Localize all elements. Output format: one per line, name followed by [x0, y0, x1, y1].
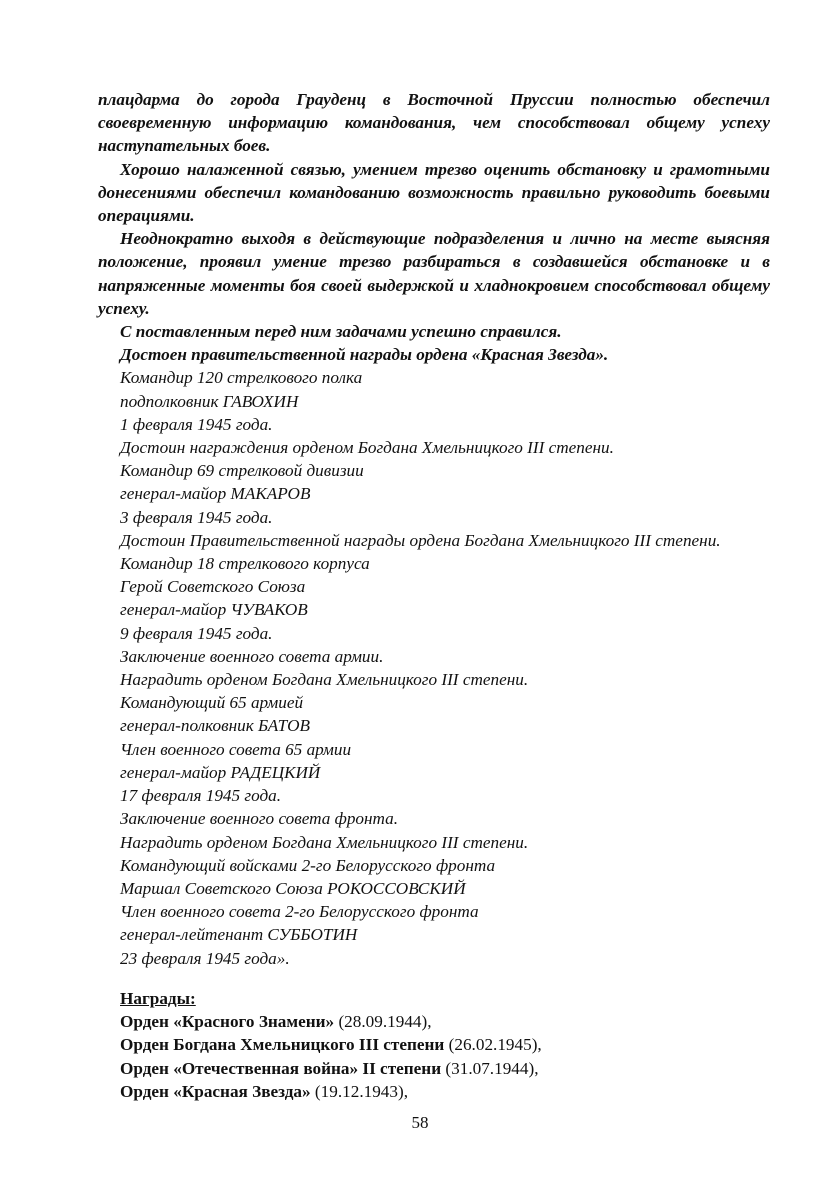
endorsement-line: Командир 120 стрелкового полка: [120, 368, 363, 388]
paragraph-field-visits: Неоднократно выходя в действующие подразделения и лично на месте выясняя положение, проявил умение трезво разбираться в создавшейся обстановке и в напряженные моменты боя своей выдержкой и хладнокровием способствовал общему успеху.: [98, 229, 770, 318]
endorsement-line: генерал-майор РАДЕЦКИЙ: [120, 762, 321, 782]
award-name: Орден Богдана Хмельницкого III степени: [120, 1035, 445, 1055]
endorsement-line: Маршал Советского Союза РОКОССОВСКИЙ: [120, 878, 466, 898]
award-date: (26.02.1945),: [444, 1035, 542, 1055]
award-item: [120, 1057, 740, 1080]
award-name: Орден «Отечественная война» II степени: [120, 1058, 442, 1078]
endorsement-line: генерал-полковник БАТОВ: [120, 716, 311, 736]
citation-text: [98, 88, 770, 366]
paragraph-continuation: плацдарма до города Грауденц в Восточной Пруссии полностью обеспечил своевременную информацию командования, чем способствовал общему успеху наступательных боев.: [98, 90, 770, 156]
endorsement-line: 17 февраля 1945 года.: [120, 786, 282, 806]
award-date: (31.07.1944),: [441, 1058, 539, 1078]
endorsement-line: 23 февраля 1945 года».: [120, 948, 290, 968]
endorsement-line: генерал-майор МАКАРОВ: [120, 484, 311, 504]
award-item: [120, 1080, 740, 1103]
endorsement-line: Член военного совета 65 армии: [120, 739, 352, 759]
endorsements-list: [98, 366, 770, 969]
endorsement-line: Командующий 65 армией: [120, 693, 304, 713]
endorsement-line: Член военного совета 2-го Белорусского фронта: [120, 902, 479, 922]
award-name: Орден «Красного Знамени»: [120, 1012, 335, 1032]
endorsement-line: Достоин награждения орденом Богдана Хмельницкого III степени.: [120, 438, 614, 458]
paragraph-communication: Хорошо налаженной связью, умением трезво оценить обстановку и грамотными донесениями обеспечил командованию возможность правильно руководить боевыми операциями.: [98, 159, 770, 226]
endorsement-line: генерал-майор ЧУВАКОВ: [120, 600, 308, 620]
award-item: [120, 1010, 740, 1033]
endorsement-line: генерал-лейтенант СУББОТИН: [120, 925, 358, 945]
paragraph-award-recommendation: Достоен правительственной награды ордена «Красная Звезда».: [120, 345, 609, 365]
paragraph-tasks-completed: С поставленным перед ним задачами успешно справился.: [120, 322, 562, 342]
document-page: [98, 88, 770, 970]
endorsement-line: Командир 18 стрелкового корпуса: [120, 554, 370, 574]
endorsement-line: Командующий войсками 2-го Белорусского фронта: [120, 855, 496, 875]
endorsement-line: Герой Советского Союза: [120, 577, 306, 597]
endorsement-line: Заключение военного совета армии.: [120, 646, 384, 666]
endorsement-line: Командир 69 стрелковой дивизии: [120, 461, 364, 481]
awards-heading: Награды:: [120, 989, 196, 1008]
award-name: Орден «Красная Звезда»: [120, 1081, 311, 1101]
award-date: (19.12.1943),: [310, 1081, 409, 1101]
endorsement-line: 3 февраля 1945 года.: [120, 507, 273, 527]
endorsement-line: подполковник ГАВОХИН: [120, 391, 299, 411]
endorsement-line: Заключение военного совета фронта.: [120, 809, 399, 829]
endorsement-line: Достоин Правительственной награды ордена Богдана Хмельницкого III степени.: [120, 530, 721, 550]
endorsement-line: Наградить орденом Богдана Хмельницкого III степени.: [120, 670, 529, 690]
award-item: [120, 1033, 740, 1056]
page-number: 58: [411, 1113, 429, 1132]
endorsement-line: 9 февраля 1945 года.: [120, 623, 273, 643]
award-date: (28.09.1944),: [334, 1012, 432, 1032]
awards-section: [120, 987, 740, 1103]
endorsement-line: Наградить орденом Богдана Хмельницкого III степени.: [120, 832, 529, 852]
endorsement-line: 1 февраля 1945 года.: [120, 414, 273, 434]
